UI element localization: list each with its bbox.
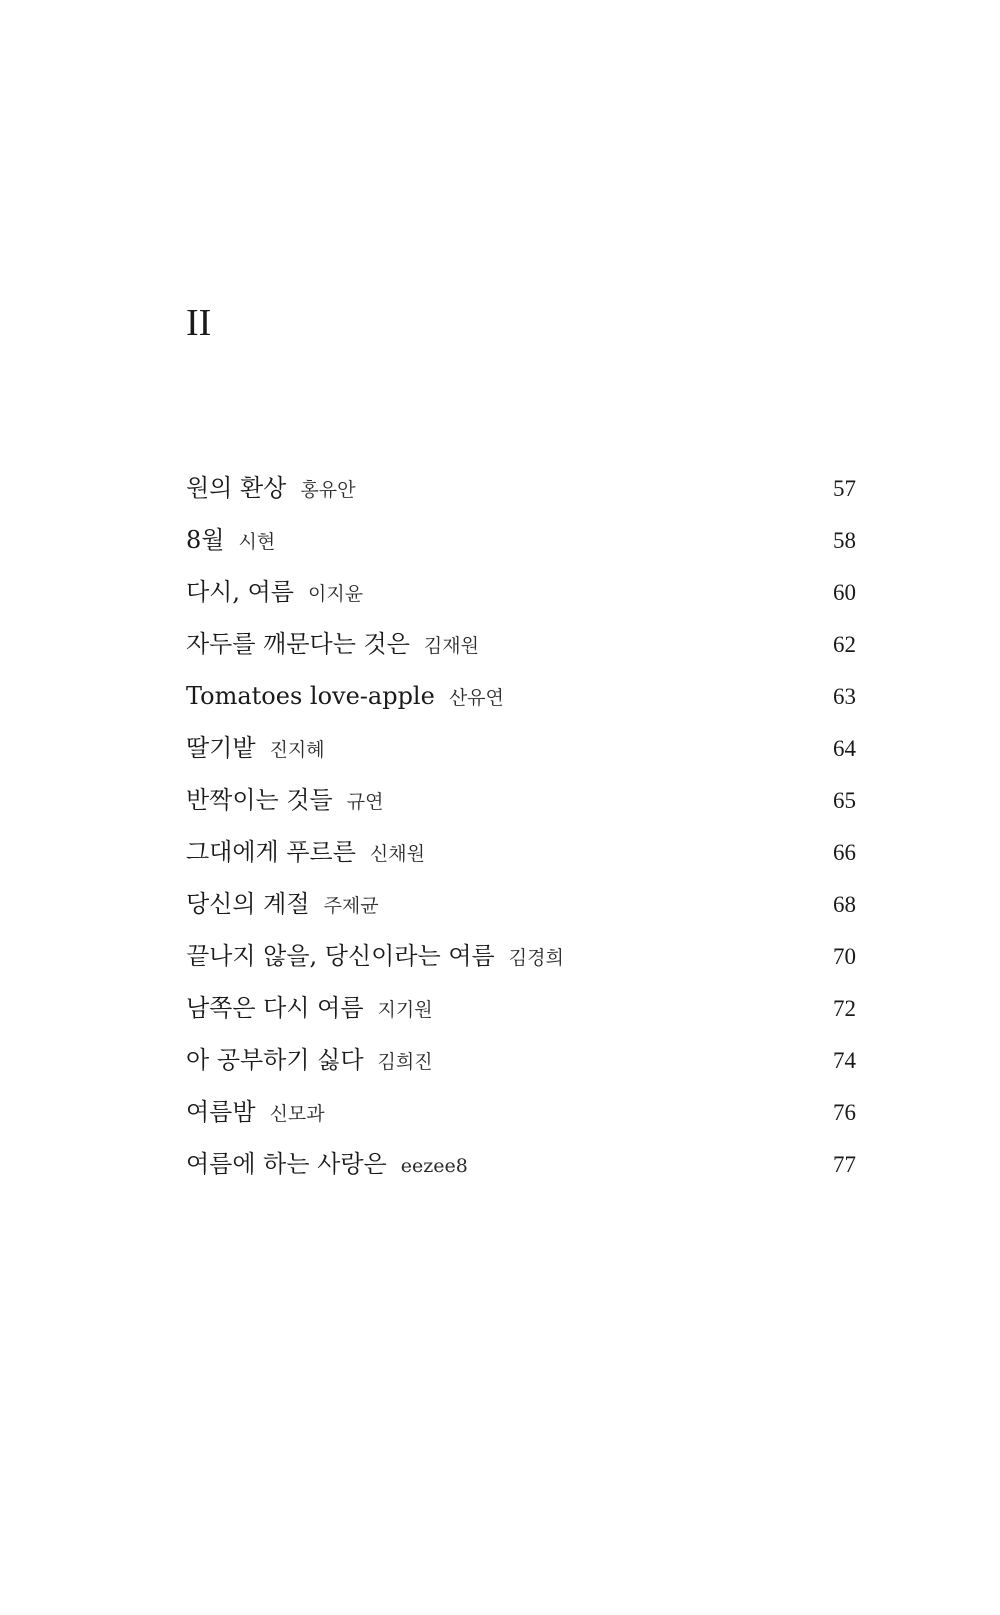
toc-entry-author: 신채원 [369,843,425,865]
toc-entry-title: 원의 환상 [186,474,287,502]
toc-entry-page: 72 [833,995,856,1021]
toc-entry-author: 이지윤 [308,583,364,605]
toc-entry-author: 김재원 [423,635,479,657]
toc-entry [186,514,856,566]
toc-entry-page: 65 [833,787,856,813]
toc-entry [186,982,856,1034]
toc-entry-title: Tomatoes love-apple [186,682,435,710]
toc-entry-left [186,684,504,708]
section-numeral: II [186,302,212,344]
toc-entry-author: 김희진 [377,1051,433,1073]
toc-entry-page: 70 [833,943,856,969]
toc-entry-page: 68 [833,891,856,917]
toc-entry-author: 진지혜 [269,739,325,761]
toc-entry [186,1086,856,1138]
toc-entry-author: 주제균 [323,895,379,917]
toc-entry-page: 57 [833,475,856,501]
toc-entry-page: 76 [833,1099,856,1125]
toc-entry-page: 58 [833,527,856,553]
toc-entry [186,618,856,670]
toc-entry-title: 그대에게 푸르른 [186,838,356,866]
toc-entry [186,670,856,722]
toc-entry-title: 남쪽은 다시 여름 [186,994,364,1022]
toc-entry-page: 62 [833,631,856,657]
toc-entry-author: 김경희 [508,947,564,969]
toc-entry-author: 규연 [346,791,384,813]
toc-entry-author: 시현 [238,531,276,553]
toc-entry-author: eezee8 [400,1155,468,1177]
toc-entry-left [186,528,275,552]
toc-entry [186,826,856,878]
toc-entry-page: 63 [833,683,856,709]
toc-entry-author: 산유연 [448,687,504,709]
toc-entry-left [186,840,425,864]
toc-entry [186,566,856,618]
toc-entry-title: 반짝이는 것들 [186,786,333,814]
toc-entry-left [186,580,363,604]
toc-entry-left [186,892,379,916]
toc-entry-title: 딸기밭 [186,734,256,762]
toc-entry-left [186,476,355,500]
toc-entry-title: 여름밤 [186,1098,256,1126]
toc-entry-left [186,632,479,656]
toc-entry-title: 끝나지 않을, 당신이라는 여름 [186,942,495,970]
table-of-contents [186,462,856,1190]
toc-entry-author: 지기원 [377,999,433,1021]
toc-entry-title: 여름에 하는 사랑은 [186,1150,387,1178]
toc-entry-left [186,736,325,760]
toc-entry-title: 당신의 계절 [186,890,310,918]
toc-entry-title: 자두를 깨문다는 것은 [186,630,410,658]
toc-entry-left [186,944,564,968]
toc-entry-page: 64 [833,735,856,761]
toc-entry-left [186,788,383,812]
toc-entry-left [186,1152,468,1176]
toc-entry-left [186,1048,433,1072]
toc-entry-page: 74 [833,1047,856,1073]
toc-entry-page: 77 [833,1151,856,1177]
toc-entry-author: 신모과 [269,1103,325,1125]
toc-entry-title: 다시, 여름 [186,578,294,606]
toc-entry [186,930,856,982]
toc-entry-title: 아 공부하기 싫다 [186,1046,364,1074]
toc-entry [186,722,856,774]
toc-entry-left [186,996,433,1020]
toc-entry [186,1138,856,1190]
toc-entry-page: 66 [833,839,856,865]
toc-entry-page: 60 [833,579,856,605]
toc-entry [186,1034,856,1086]
toc-entry [186,878,856,930]
toc-entry [186,462,856,514]
toc-entry [186,774,856,826]
toc-entry-author: 홍유안 [300,479,356,501]
toc-entry-title: 8월 [186,526,225,554]
toc-entry-left [186,1100,325,1124]
